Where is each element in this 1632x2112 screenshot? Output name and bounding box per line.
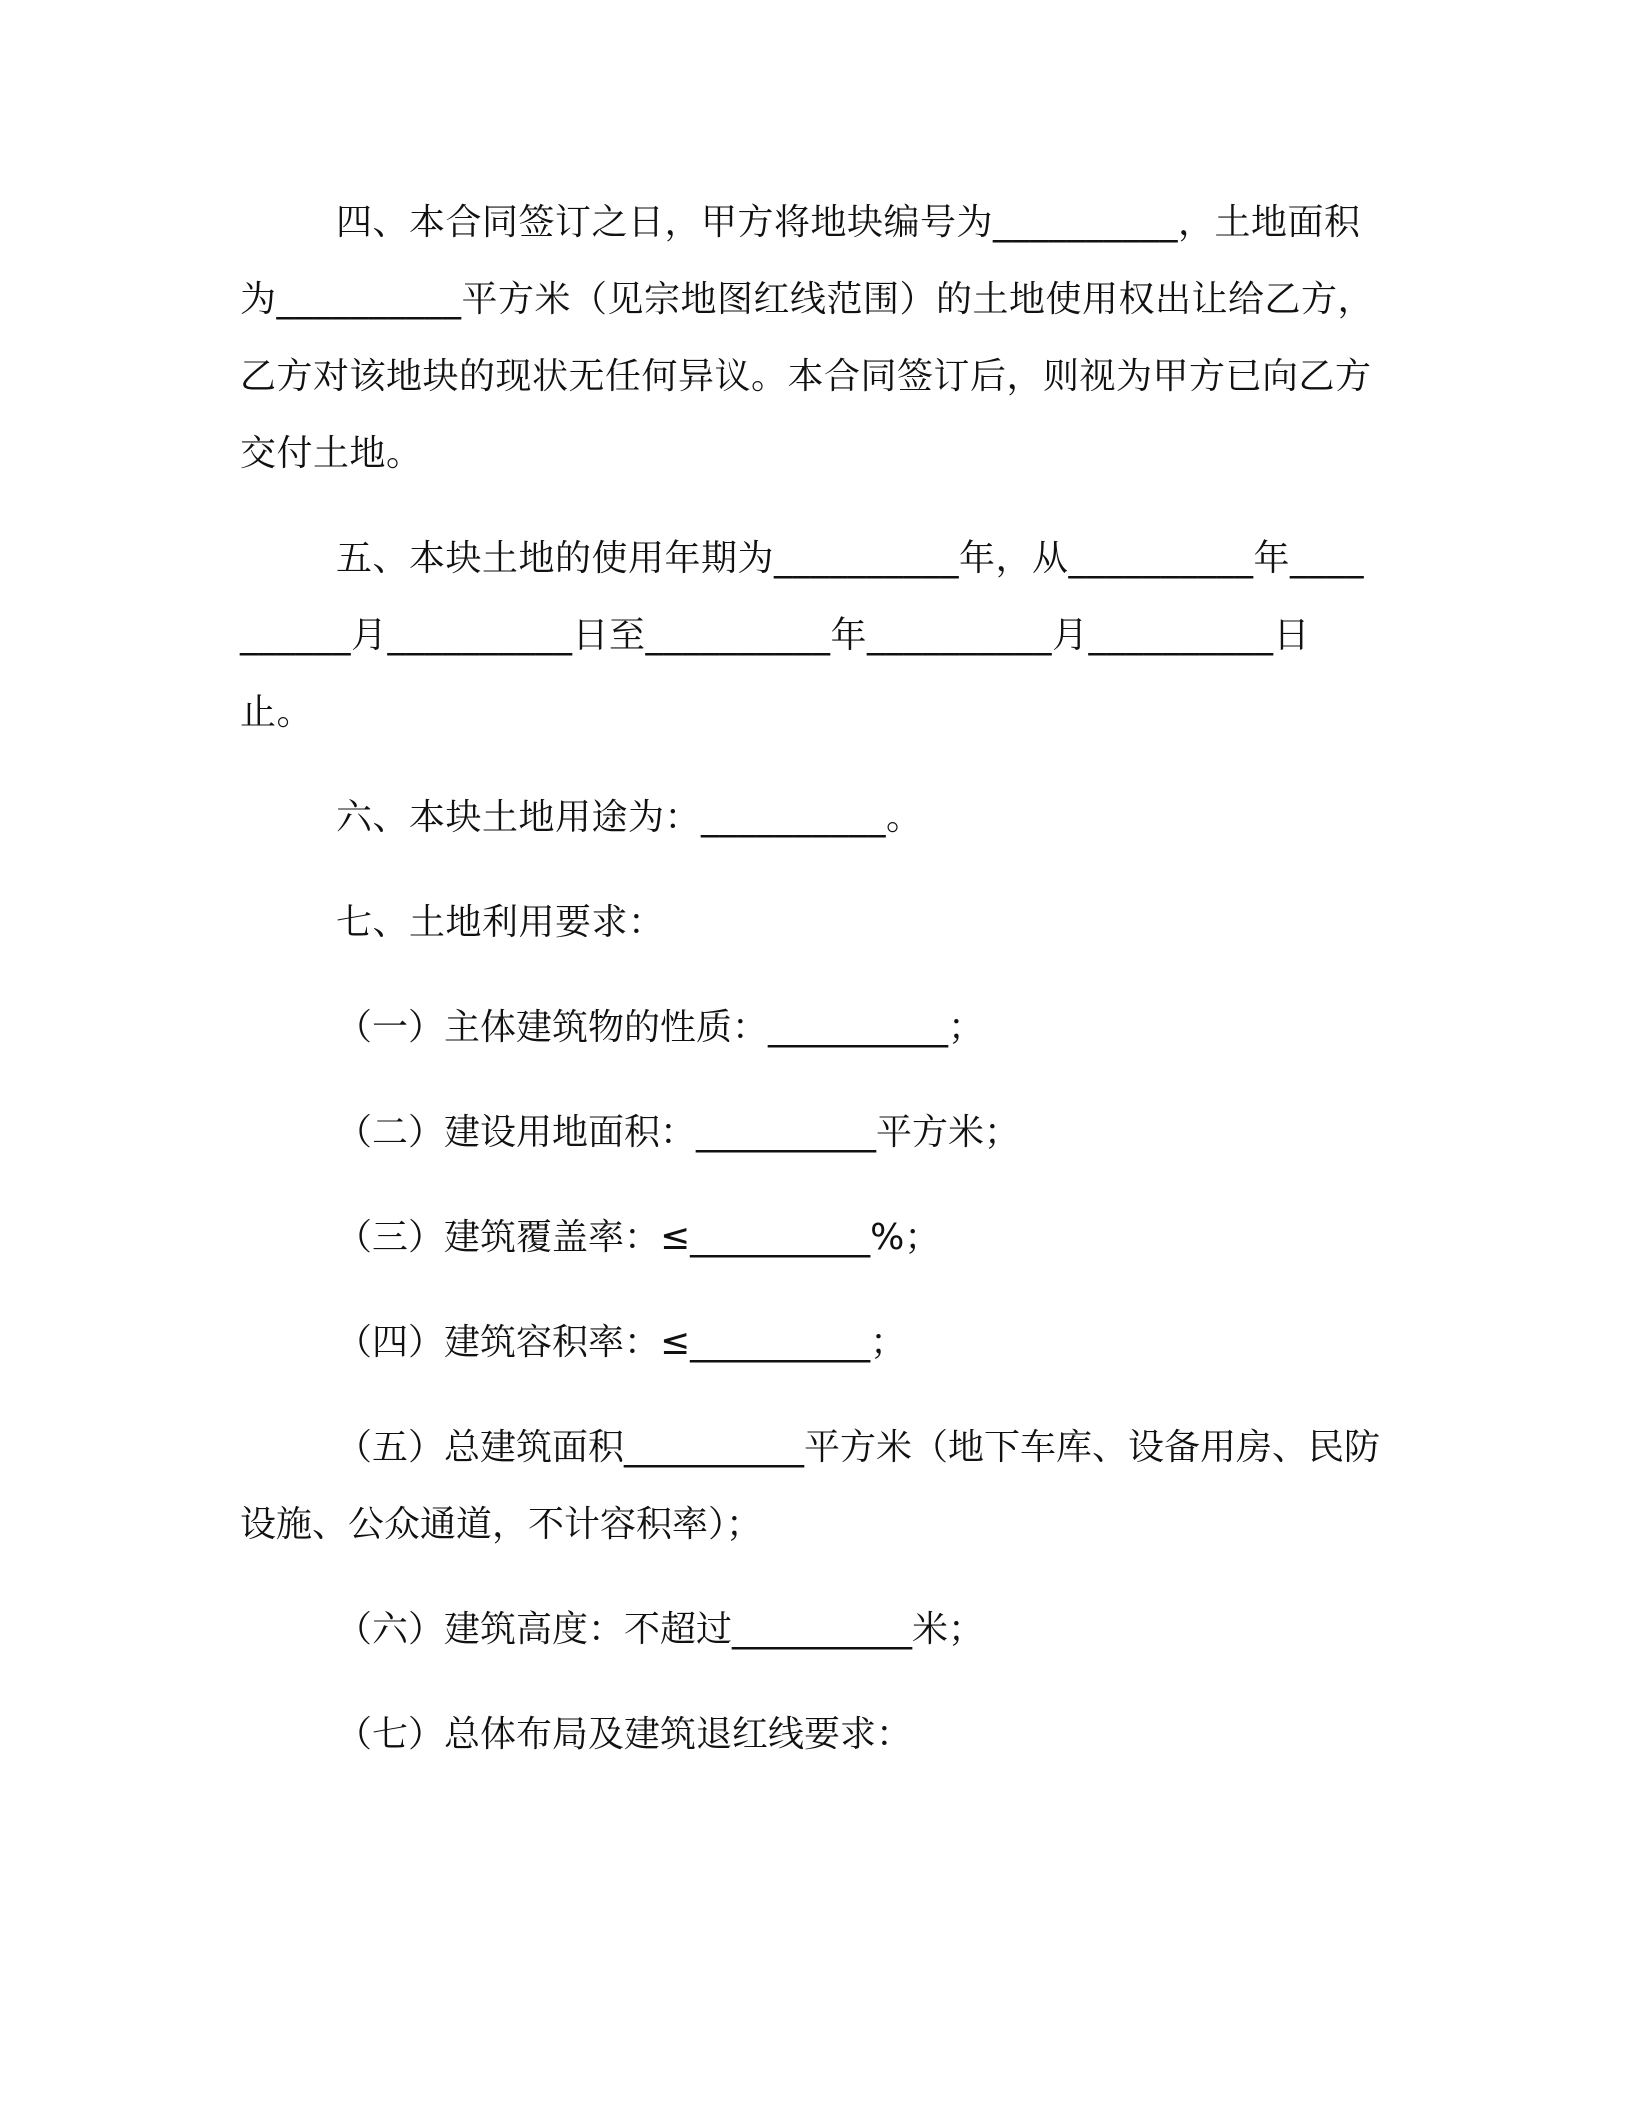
requirement-item-5: （五）总建筑面积__________平方米（地下车库、设备用房、民防设施、公众通道，不计容积率）； [240, 1427, 1381, 1545]
document-body [240, 184, 1380, 1773]
requirement-item-7: （七）总体布局及建筑退红线要求： [336, 1714, 913, 1755]
requirement-item-1: （一）主体建筑物的性质：__________； [336, 1007, 985, 1048]
clause-7-heading: 七、土地利用要求： [336, 902, 665, 943]
clause-6-paragraph: 六、本块土地用途为：__________。 [336, 797, 923, 838]
requirement-item-3: （三）建筑覆盖率：≤__________%； [336, 1217, 941, 1258]
requirement-item-4: （四）建筑容积率：≤__________； [336, 1322, 907, 1363]
clause-4-paragraph: 四、本合同签订之日，甲方将地块编号为__________，土地面积为__________平方米（见宗地图红线范围）的土地使用权出让给乙方，乙方对该地块的现状无任何异议。本合同签订后，则视为甲方已向乙方交付土地。 [240, 202, 1375, 474]
requirement-item-6: （六）建筑高度：不超过__________米； [336, 1609, 985, 1650]
clause-5-paragraph: 五、本块土地的使用年期为__________年，从__________年__________月__________日至__________年__________月__________日止。 [240, 538, 1365, 733]
requirement-item-2: （二）建设用地面积：__________平方米； [336, 1112, 1021, 1153]
